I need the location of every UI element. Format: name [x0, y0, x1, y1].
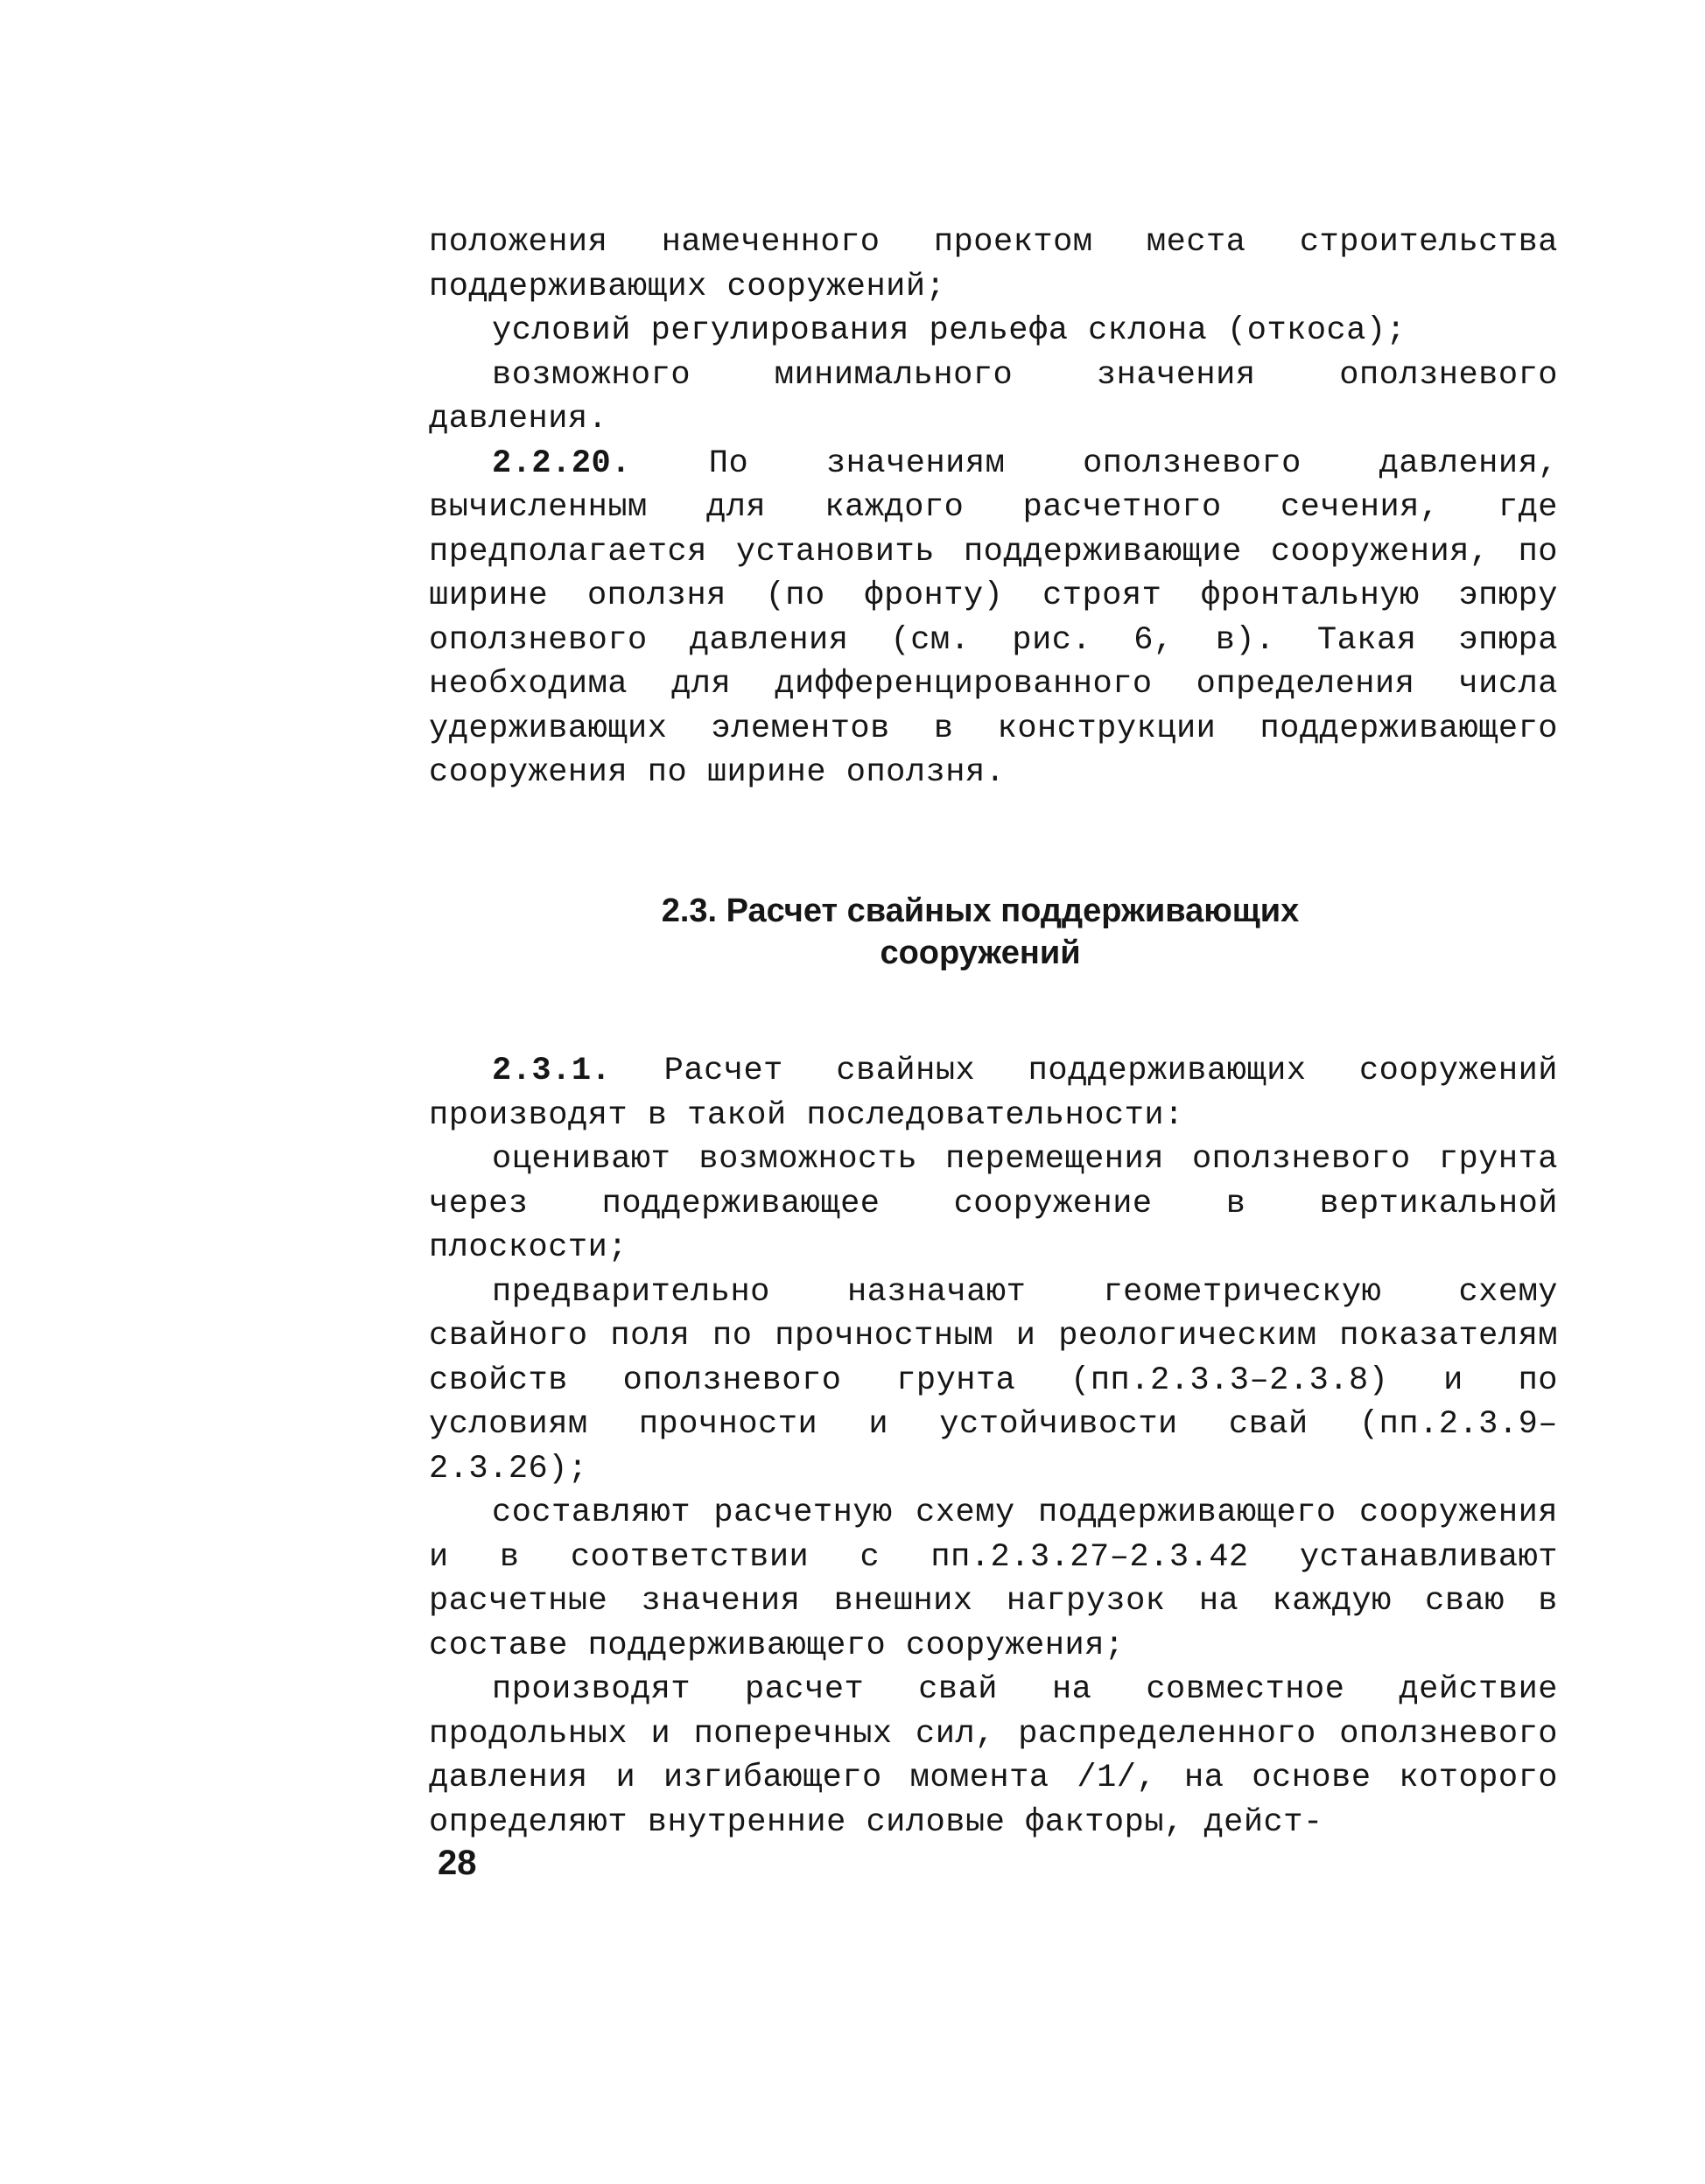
paragraph-relief-conditions: условий регулирования рельефа склона (откоса); [492, 312, 1407, 349]
paragraph-assess: оценивают возможность перемещения оползневого грунта через поддерживающее сооружение в вертикальной плоскости; [429, 1141, 1558, 1266]
clause-text: По значениям оползневого давления, вычисленным для каждого расчетного сечения, где предполагается установить поддерживающие сооружения, по ширине оползня (по фронту) строят фронтальную эпюру оползневого давления (см. рис. 6, в). Такая эпюра необходима для дифференцированного определения числа удерживающих элементов в конструкции поддерживающего сооружения по ширине оползня. [429, 444, 1558, 791]
text-block-bottom [429, 1049, 1558, 1844]
paragraph-2-3-1 [429, 1049, 1558, 1138]
paragraph-2-2-20 [429, 442, 1558, 795]
section-heading [490, 890, 1470, 974]
section-heading-line-2: сооружений [880, 934, 1081, 971]
clause-number: 2.2.20. [492, 444, 631, 482]
paragraph-minimal-pressure: возможного минимального значения оползневого давления. [429, 356, 1558, 438]
text-block-top [429, 220, 1558, 795]
paragraph-continuation: положения намеченного проектом места строительства поддерживающих сооружений; [429, 224, 1558, 305]
paragraph-compose: составляют расчетную схему поддерживающего сооружения и в соответствии с пп.2.3.27–2.3.42 устанавливают расчетные значения внешних нагрузок на каждую сваю в составе поддерживающего сооружения; [429, 1494, 1558, 1664]
clause-number: 2.3.1. [492, 1053, 612, 1089]
paragraph-assign: предварительно назначают геометрическую схему свайного поля по прочностным и реологическим показателям свойств оползневого грунта (пп.2.3.3–2.3.8) и по условиям прочности и устойчивости свай (пп.2.3.9–2.3.26); [429, 1273, 1558, 1488]
section-heading-line-1: 2.3. Расчет свайных поддерживающих [661, 892, 1300, 929]
clause-text: Расчет свайных поддерживающих сооружений производят в такой последовательности: [429, 1053, 1558, 1134]
page-number: 28 [438, 1844, 477, 1882]
paragraph-calculate: производят расчет свай на совместное действие продольных и поперечных сил, распределенного оползневого давления и изгибающего момента /1/, на основе которого определяют внутренние силовые факторы, дейст- [429, 1671, 1558, 1841]
